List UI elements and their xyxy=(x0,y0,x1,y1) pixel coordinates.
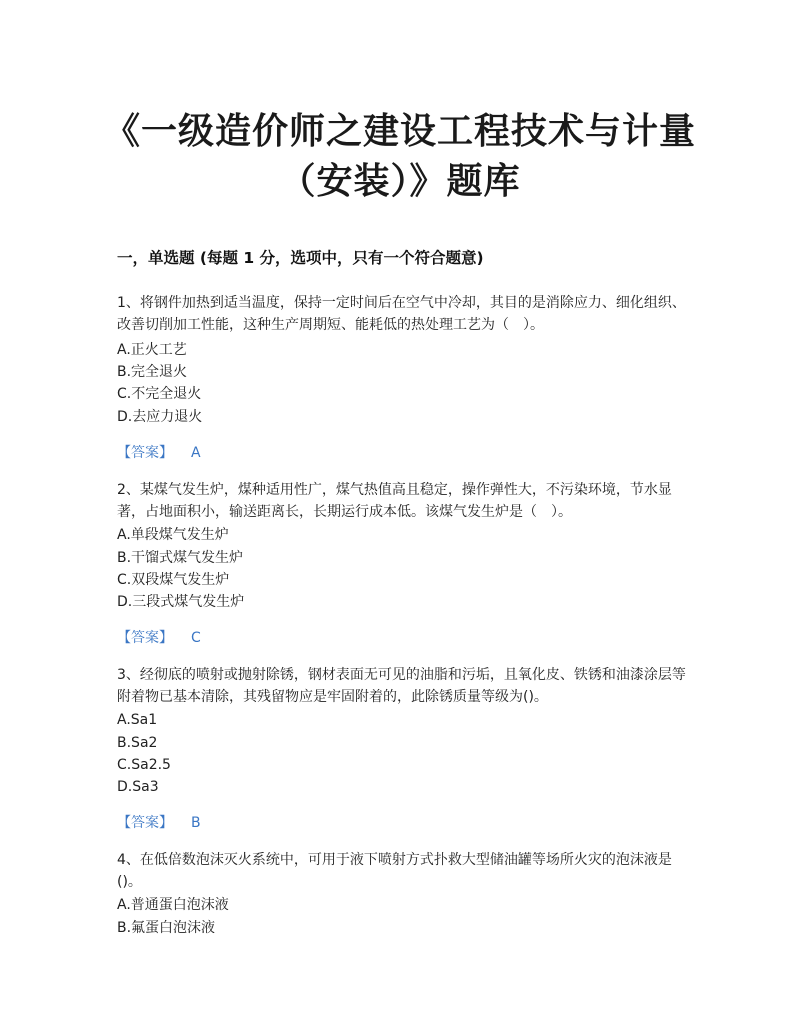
question-3-answer xyxy=(117,812,201,834)
answer-tag: 【答案】 xyxy=(117,445,173,461)
question-1-text: 1、将钢件加热到适当温度，保持一定时间后在空气中冷却，其目的是消除应力、细化组织、改善切削加工性能，这种生产周期短、能耗低的热处理工艺为（ ）。 xyxy=(117,295,686,333)
question-3-text: 3、经彻底的喷射或抛射除锈，钢材表面无可见的油脂和污垢，且氧化皮、铁锈和油漆涂层等附着物已基本清除，其残留物应是牢固附着的，此除锈质量等级为()。 xyxy=(117,667,686,705)
question-4-option-a: A.普通蛋白泡沫液 xyxy=(117,897,229,913)
answer-value: A xyxy=(191,445,201,461)
question-3-option-a: A.Sa1 xyxy=(117,712,158,728)
answer-value: C xyxy=(191,630,201,646)
question-2-option-b: B.干馏式煤气发生炉 xyxy=(117,550,244,566)
question-2-option-a: A.单段煤气发生炉 xyxy=(117,527,229,543)
question-1-option-b: B.完全退火 xyxy=(117,364,188,380)
question-1-option-c: C.不完全退火 xyxy=(117,386,202,402)
document-title-line-2: （安装）》题库 xyxy=(279,161,521,202)
question-1-option-d: D.去应力退火 xyxy=(117,409,203,425)
answer-value: B xyxy=(191,815,201,831)
question-1-option-a: A.正火工艺 xyxy=(117,342,187,358)
question-2-answer xyxy=(117,627,201,649)
question-1-answer xyxy=(117,442,201,464)
section-heading: 一，单选题 (每题 1 分，选项中，只有一个符合题意) xyxy=(117,249,484,267)
document-title-line-1: 《一级造价师之建设工程技术与计量 xyxy=(103,111,696,152)
question-4-option-b: B.氟蛋白泡沫液 xyxy=(117,920,216,936)
question-3-option-b: B.Sa2 xyxy=(117,735,158,751)
question-3-option-d: D.Sa3 xyxy=(117,779,159,795)
question-2-option-c: C.双段煤气发生炉 xyxy=(117,572,230,588)
question-2-option-d: D.三段式煤气发生炉 xyxy=(117,594,245,610)
answer-tag: 【答案】 xyxy=(117,630,173,646)
question-3-option-c: C.Sa2.5 xyxy=(117,757,171,773)
question-4-text: 4、在低倍数泡沫灭火系统中，可用于液下喷射方式扑救大型储油罐等场所火灾的泡沫液是()。 xyxy=(117,852,672,890)
answer-tag: 【答案】 xyxy=(117,815,173,831)
question-2-text: 2、某煤气发生炉，煤种适用性广，煤气热值高且稳定，操作弹性大，不污染环境，节水显著，占地面积小，输送距离长，长期运行成本低。该煤气发生炉是（ ）。 xyxy=(117,482,672,520)
